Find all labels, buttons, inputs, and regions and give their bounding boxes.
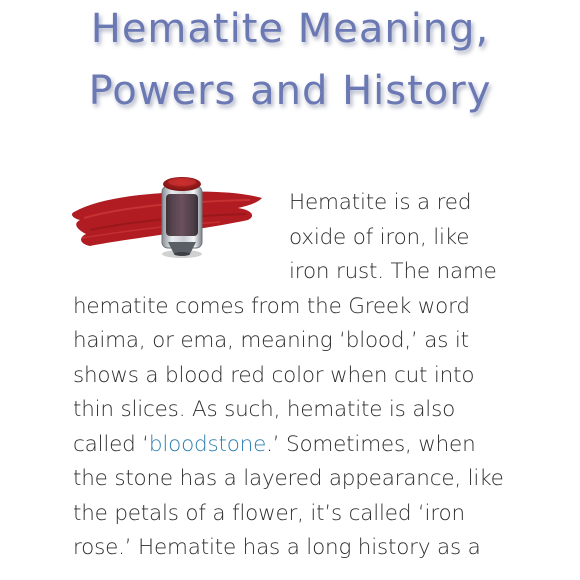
image-wrap-spacer bbox=[73, 186, 289, 287]
bloodstone-link[interactable]: bloodstone bbox=[148, 431, 267, 457]
intro-text-part-2: .’ Sometimes, when the stone has a layered appearance, like the petals of a flower, it’s called ‘iron rose.’ Hematite has a long history as a bbox=[73, 431, 504, 560]
intro-text-part-1: Hematite is a red oxide of iron, like iron rust. The name hematite comes from the Greek word haima, or ema, meaning ‘blood,’ as it shows a blood red color when cut into thin slices. As such, hematite is also called ‘ bbox=[73, 190, 497, 457]
page-title bbox=[0, 0, 580, 122]
page-title-line-2: Powers and History bbox=[88, 68, 492, 114]
page-title-line-1: Hematite Meaning, bbox=[90, 6, 490, 52]
intro-paragraph bbox=[73, 186, 513, 566]
